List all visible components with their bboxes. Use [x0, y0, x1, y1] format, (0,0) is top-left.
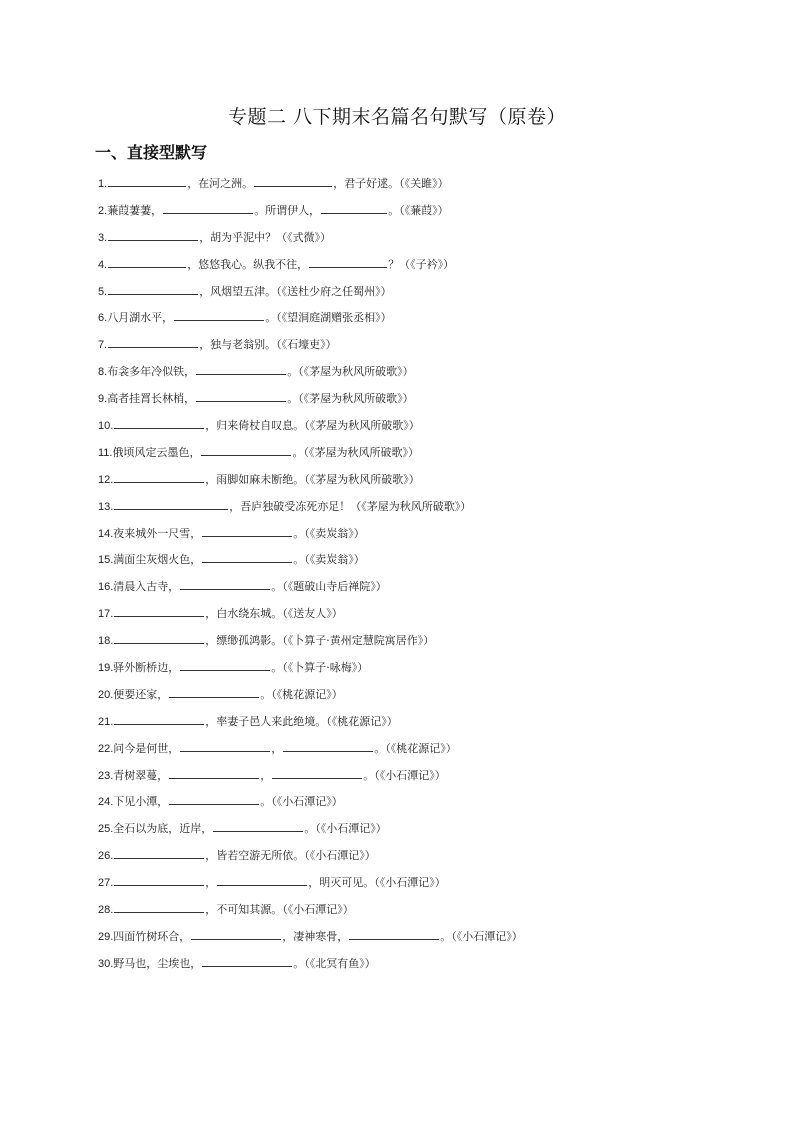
- question-item: [98, 927, 758, 954]
- question-item: [98, 416, 758, 443]
- question-text: 便要还家，: [113, 687, 169, 701]
- question-text: ，凄神寒骨，: [282, 929, 349, 943]
- question-text: ，独与老翁别。（《石壕吏》）: [199, 338, 337, 352]
- question-item: [98, 792, 758, 819]
- answer-blank[interactable]: [108, 282, 198, 295]
- question-item: [98, 201, 758, 228]
- answer-blank[interactable]: [272, 766, 362, 779]
- answer-blank[interactable]: [217, 873, 307, 886]
- question-item: [98, 228, 758, 255]
- answer-blank[interactable]: [114, 470, 204, 483]
- answer-blank[interactable]: [114, 712, 204, 725]
- answer-blank[interactable]: [202, 550, 292, 563]
- question-item: [98, 550, 758, 577]
- question-number: 10.: [98, 420, 114, 433]
- question-text: ，皆若空游无所依。（《小石潭记》）: [205, 849, 376, 863]
- question-item: [98, 819, 758, 846]
- question-number: 13.: [98, 500, 114, 513]
- question-text: ，: [205, 876, 217, 890]
- question-number: 2.: [98, 204, 108, 217]
- answer-blank[interactable]: [169, 685, 259, 698]
- question-text: ，在河之洲。: [187, 177, 254, 190]
- answer-blank[interactable]: [114, 846, 204, 859]
- answer-blank[interactable]: [309, 255, 387, 268]
- question-text: ，: [271, 741, 283, 755]
- question-text: 驿外断桥边，: [113, 661, 180, 675]
- answer-blank[interactable]: [254, 174, 332, 187]
- answer-blank[interactable]: [202, 954, 292, 967]
- question-text: 清晨入古寺，: [113, 580, 180, 594]
- question-number: 4.: [98, 258, 108, 271]
- question-number: 22.: [98, 742, 114, 755]
- question-number: 28.: [98, 904, 114, 917]
- answer-blank[interactable]: [114, 497, 228, 510]
- question-number: 8.: [98, 366, 108, 379]
- question-text: ，君子好逑。（《关雎》）: [333, 177, 449, 190]
- answer-blank[interactable]: [283, 739, 373, 752]
- question-text: 。（《题破山寺后禅院》）: [271, 580, 387, 594]
- question-text: ，归来倚杖自叹息。（《茅屋为秋风所破歌》）: [205, 419, 420, 433]
- question-text: 。（《小石潭记》）: [304, 822, 387, 836]
- question-number: 1.: [98, 178, 108, 190]
- question-text: ，率妻子邑人来此绝境。（《桃花源记》）: [205, 714, 398, 728]
- question-text: 。（《小石潭记》）: [260, 795, 343, 809]
- answer-blank[interactable]: [114, 900, 204, 913]
- question-item: [98, 846, 758, 873]
- question-text: 满面尘灰烟火色，: [113, 553, 202, 567]
- question-item: [98, 766, 758, 793]
- question-number: 3.: [98, 231, 108, 244]
- answer-blank[interactable]: [169, 766, 259, 779]
- question-item: [98, 362, 758, 389]
- question-text: 高者挂罥长林梢，: [107, 392, 196, 406]
- answer-blank[interactable]: [180, 658, 270, 671]
- answer-blank[interactable]: [349, 927, 439, 940]
- answer-blank[interactable]: [202, 524, 292, 537]
- question-text: 俄顷风定云墨色，: [112, 445, 201, 459]
- question-text: 夜来城外一尺雪，: [113, 526, 202, 540]
- question-number: 14.: [98, 527, 114, 540]
- answer-blank[interactable]: [321, 201, 387, 214]
- answer-blank[interactable]: [114, 631, 204, 644]
- question-item: [98, 739, 758, 766]
- question-text: 。（《卖炭翁》）: [293, 553, 365, 567]
- question-number: 16.: [98, 581, 114, 594]
- question-item: [98, 335, 758, 362]
- question-text: 布衾多年冷似铁，: [107, 365, 196, 379]
- question-item: [98, 873, 758, 900]
- answer-blank[interactable]: [108, 335, 198, 348]
- question-number: 6.: [98, 312, 108, 325]
- question-text: 。（《桃花源记》）: [260, 687, 343, 701]
- question-number: 19.: [98, 662, 114, 675]
- question-text: ，吾庐独破受冻死亦足！（《茅屋为秋风所破歌》）: [229, 499, 472, 513]
- question-number: 20.: [98, 688, 114, 701]
- question-item: [98, 685, 758, 712]
- answer-blank[interactable]: [174, 308, 264, 321]
- question-text: ，悠悠我心。纵我不往，: [187, 257, 309, 271]
- question-item: [98, 900, 758, 927]
- question-item: [98, 497, 758, 524]
- question-text: ，明灭可见。（《小石潭记》）: [308, 876, 446, 890]
- question-text: 。（《望洞庭湖赠张丞相》）: [265, 311, 392, 325]
- section-heading: 一、直接型默写: [95, 143, 208, 162]
- question-text: 。（《茅屋为秋风所破歌》）: [287, 365, 414, 379]
- answer-blank[interactable]: [201, 443, 291, 456]
- answer-blank[interactable]: [213, 819, 303, 832]
- question-text: 蒹葭萋萋，: [107, 203, 163, 217]
- question-number: 29.: [98, 930, 114, 943]
- question-number: 11.: [98, 446, 113, 459]
- question-number: 23.: [98, 769, 114, 782]
- question-text: 全石以为底，近岸，: [113, 822, 213, 836]
- question-number: 24.: [98, 796, 114, 809]
- question-text: 下见小潭，: [113, 795, 169, 809]
- question-text: ，白水绕东城。（《送友人》）: [205, 607, 343, 621]
- question-text: 。（《小石潭记》）: [440, 929, 523, 943]
- question-item: [98, 658, 758, 685]
- answer-blank[interactable]: [114, 604, 204, 617]
- question-number: 5.: [98, 285, 108, 298]
- answer-blank[interactable]: [108, 228, 198, 241]
- question-number: 17.: [98, 608, 114, 621]
- question-text: 八月湖水平，: [107, 311, 174, 325]
- answer-blank[interactable]: [180, 577, 270, 590]
- question-text: ，缥缈孤鸿影。（《卜算子·黄州定慧院寓居作》）: [205, 634, 435, 648]
- question-number: 12.: [98, 473, 114, 486]
- question-text: 。（《卖炭翁》）: [293, 526, 365, 540]
- question-item: [98, 954, 758, 981]
- answer-blank[interactable]: [169, 792, 259, 805]
- question-item: [98, 255, 758, 282]
- answer-blank[interactable]: [108, 174, 186, 187]
- question-text: 问今是何世，: [113, 741, 180, 755]
- answer-blank[interactable]: [163, 201, 253, 214]
- question-text: 。（《蒹葭》）: [388, 203, 449, 217]
- question-text: 。（《卜算子·咏梅》）: [271, 661, 369, 675]
- question-text: 。所谓伊人，: [254, 203, 321, 217]
- question-item: [98, 308, 758, 335]
- question-number: 25.: [98, 823, 114, 836]
- question-item: [98, 389, 758, 416]
- page-title: 专题二 八下期末名篇名句默写（原卷）: [227, 106, 567, 128]
- question-number: 30.: [98, 957, 114, 970]
- question-text: 。（《北冥有鱼》）: [293, 956, 376, 970]
- question-text: ，: [260, 768, 272, 782]
- question-item: [98, 174, 758, 201]
- question-item: [98, 604, 758, 631]
- question-item: [98, 524, 758, 551]
- question-text: ，胡为乎泥中？（《式微》）: [199, 230, 332, 244]
- question-number: 15.: [98, 554, 114, 567]
- question-text: ，风烟望五津。（《送杜少府之任蜀州》）: [199, 284, 392, 298]
- question-number: 7.: [98, 339, 108, 352]
- answer-blank[interactable]: [114, 416, 204, 429]
- question-text: 。（《茅屋为秋风所破歌》）: [292, 445, 419, 459]
- question-item: [98, 443, 758, 470]
- question-item: [98, 282, 758, 309]
- answer-blank[interactable]: [196, 362, 286, 375]
- question-item: [98, 470, 758, 497]
- question-item: [98, 631, 758, 658]
- question-list: [98, 174, 758, 981]
- answer-blank[interactable]: [196, 389, 286, 402]
- question-text: ？（《子衿》）: [388, 257, 455, 271]
- question-number: 26.: [98, 850, 114, 863]
- question-text: ，雨脚如麻未断绝。（《茅屋为秋风所破歌》）: [205, 472, 420, 486]
- answer-blank[interactable]: [114, 873, 204, 886]
- question-item: [98, 577, 758, 604]
- question-item: [98, 712, 758, 739]
- question-text: 。（《茅屋为秋风所破歌》）: [287, 392, 414, 406]
- question-number: 9.: [98, 393, 108, 406]
- question-text: 。（《桃花源记》）: [374, 741, 457, 755]
- question-number: 21.: [98, 715, 114, 728]
- answer-blank[interactable]: [108, 255, 186, 268]
- question-text: 四面竹树环合，: [113, 929, 191, 943]
- question-number: 18.: [98, 635, 114, 648]
- answer-blank[interactable]: [180, 739, 270, 752]
- question-text: 。（《小石潭记》）: [363, 768, 446, 782]
- question-text: 野马也，尘埃也，: [113, 956, 202, 970]
- question-number: 27.: [98, 877, 114, 890]
- question-text: ，不可知其源。（《小石潭记》）: [205, 903, 354, 917]
- question-text: 青树翠蔓，: [113, 768, 169, 782]
- answer-blank[interactable]: [191, 927, 281, 940]
